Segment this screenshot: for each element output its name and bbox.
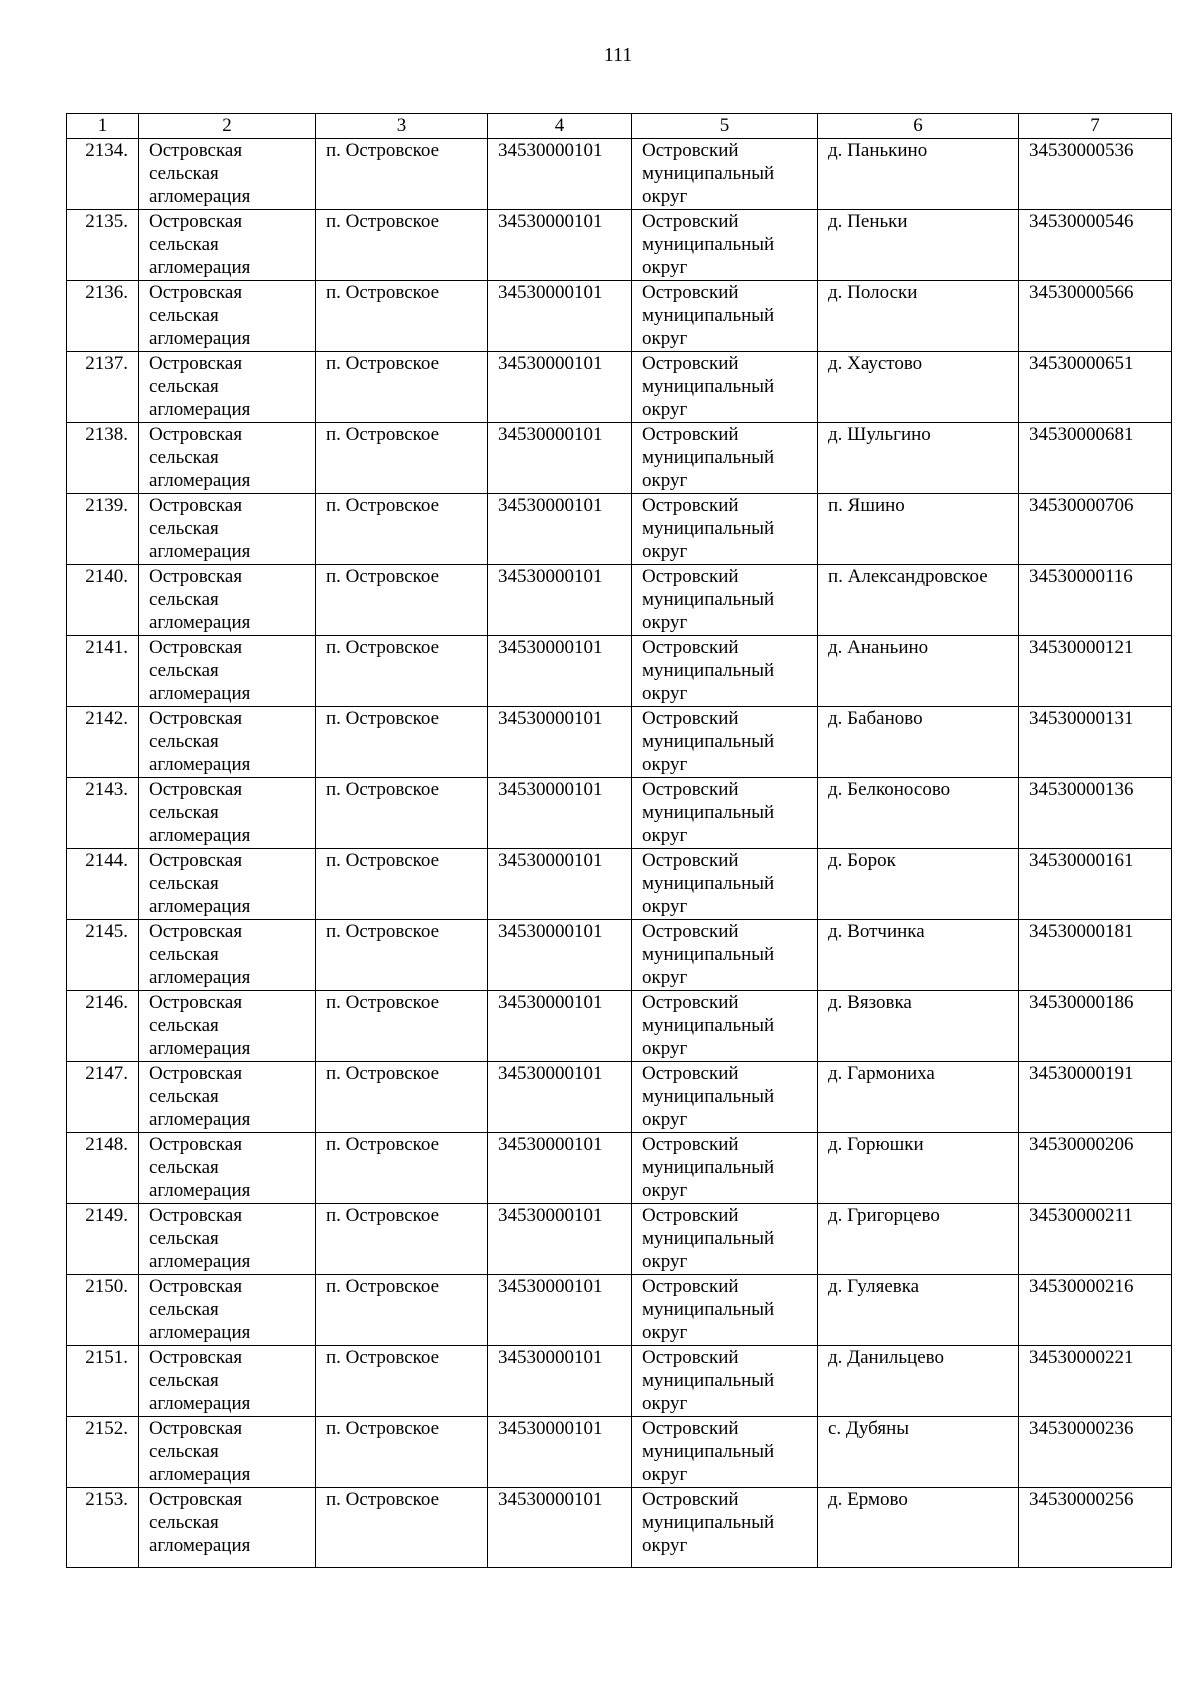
municipality-cell-line: муниципальный [642, 802, 775, 823]
municipality-cell [632, 707, 818, 778]
agglomeration-cell-line: агломерация [149, 470, 251, 491]
municipality-cell-line: округ [642, 825, 688, 846]
center-code-cell: 34530000101 [488, 778, 632, 849]
center-cell: п. Островское [316, 1133, 488, 1204]
table-row [67, 352, 1172, 423]
municipality-cell [632, 210, 818, 281]
row-number: 2150. [67, 1275, 139, 1346]
agglomeration-cell-line: Островская [149, 1347, 243, 1368]
settlement-cell: д. Гармониха [818, 1062, 1019, 1133]
settlement-cell: д. Ермово [818, 1488, 1019, 1568]
municipality-cell-line: округ [642, 541, 688, 562]
settlement-code-cell: 34530000236 [1019, 1417, 1172, 1488]
center-cell: п. Островское [316, 778, 488, 849]
row-number: 2140. [67, 565, 139, 636]
settlement-cell: д. Ананьино [818, 636, 1019, 707]
agglomeration-cell-line: Островская [149, 495, 243, 516]
municipality-cell-line: Островский [642, 992, 739, 1013]
row-number: 2146. [67, 991, 139, 1062]
agglomeration-cell-line: Островская [149, 282, 243, 303]
settlement-cell: д. Данильцево [818, 1346, 1019, 1417]
agglomeration-cell-line: Островская [149, 211, 243, 232]
municipality-cell [632, 1062, 818, 1133]
settlement-cell: д. Вотчинка [818, 920, 1019, 991]
agglomeration-cell [139, 1417, 316, 1488]
municipality-cell-line: округ [642, 1322, 688, 1343]
municipality-cell-line: муниципальный [642, 1370, 775, 1391]
center-code-cell: 34530000101 [488, 1346, 632, 1417]
settlement-code-cell: 34530000191 [1019, 1062, 1172, 1133]
agglomeration-cell-line: Островская [149, 850, 243, 871]
center-code-cell: 34530000101 [488, 210, 632, 281]
municipality-cell-line: округ [642, 683, 688, 704]
agglomeration-cell-line: Островская [149, 1063, 243, 1084]
table-row [67, 494, 1172, 565]
agglomeration-cell-line: агломерация [149, 1464, 251, 1485]
municipality-cell-line: округ [642, 1038, 688, 1059]
agglomeration-cell-line: Островская [149, 353, 243, 374]
page-number: 111 [603, 44, 633, 66]
agglomeration-cell-line: агломерация [149, 1180, 251, 1201]
agglomeration-cell-line: агломерация [149, 1038, 251, 1059]
municipality-cell-line: муниципальный [642, 1157, 775, 1178]
settlement-code-cell: 34530000681 [1019, 423, 1172, 494]
settlement-code-cell: 34530000536 [1019, 139, 1172, 210]
table-row [67, 565, 1172, 636]
column-header: 7 [1019, 114, 1172, 139]
municipality-cell-line: муниципальный [642, 305, 775, 326]
municipality-cell-line: Островский [642, 1063, 739, 1084]
column-header: 6 [818, 114, 1019, 139]
municipality-cell [632, 1488, 818, 1568]
table-row [67, 1346, 1172, 1417]
agglomeration-cell [139, 636, 316, 707]
municipality-cell-line: округ [642, 1393, 688, 1414]
agglomeration-cell-line: Островская [149, 637, 243, 658]
center-cell: п. Островское [316, 352, 488, 423]
agglomeration-cell [139, 991, 316, 1062]
row-number: 2139. [67, 494, 139, 565]
settlement-cell: п. Александровское [818, 565, 1019, 636]
column-header: 1 [67, 114, 139, 139]
municipality-cell-line: Островский [642, 1205, 739, 1226]
municipality-cell-line: Островский [642, 282, 739, 303]
municipality-cell-line: Островский [642, 1134, 739, 1155]
settlement-code-cell: 34530000651 [1019, 352, 1172, 423]
row-number: 2137. [67, 352, 139, 423]
municipality-cell-line: Островский [642, 140, 739, 161]
municipality-cell-line: округ [642, 754, 688, 775]
table-row [67, 139, 1172, 210]
agglomeration-cell-line: агломерация [149, 683, 251, 704]
agglomeration-cell-line: Островская [149, 566, 243, 587]
settlement-code-cell: 34530000131 [1019, 707, 1172, 778]
agglomeration-cell-line: агломерация [149, 967, 251, 988]
agglomeration-cell [139, 849, 316, 920]
settlement-code-cell: 34530000161 [1019, 849, 1172, 920]
agglomeration-cell-line: агломерация [149, 328, 251, 349]
agglomeration-cell-line: Островская [149, 1489, 243, 1510]
agglomeration-cell-line: агломерация [149, 257, 251, 278]
agglomeration-cell-line: сельская [149, 376, 219, 397]
row-number: 2143. [67, 778, 139, 849]
municipality-cell [632, 423, 818, 494]
center-code-cell: 34530000101 [488, 1062, 632, 1133]
municipality-cell [632, 778, 818, 849]
municipality-cell [632, 1275, 818, 1346]
settlement-cell: д. Белконосово [818, 778, 1019, 849]
agglomeration-cell-line: сельская [149, 1086, 219, 1107]
settlements-table [66, 113, 1172, 1568]
municipality-cell [632, 281, 818, 352]
municipality-cell-line: муниципальный [642, 376, 775, 397]
settlement-cell: д. Вязовка [818, 991, 1019, 1062]
settlement-cell: д. Полоски [818, 281, 1019, 352]
municipality-cell-line: муниципальный [642, 1015, 775, 1036]
agglomeration-cell-line: агломерация [149, 754, 251, 775]
municipality-cell [632, 1417, 818, 1488]
agglomeration-cell-line: агломерация [149, 399, 251, 420]
row-number: 2147. [67, 1062, 139, 1133]
agglomeration-cell [139, 494, 316, 565]
agglomeration-cell-line: агломерация [149, 1393, 251, 1414]
table-row [67, 1133, 1172, 1204]
agglomeration-cell [139, 281, 316, 352]
settlement-code-cell: 34530000181 [1019, 920, 1172, 991]
center-cell: п. Островское [316, 565, 488, 636]
agglomeration-cell [139, 1275, 316, 1346]
center-cell: п. Островское [316, 991, 488, 1062]
agglomeration-cell-line: сельская [149, 660, 219, 681]
agglomeration-cell-line: Островская [149, 992, 243, 1013]
settlement-cell: с. Дубяны [818, 1417, 1019, 1488]
municipality-cell-line: муниципальный [642, 731, 775, 752]
table-header-row [67, 114, 1172, 139]
agglomeration-cell-line: агломерация [149, 825, 251, 846]
agglomeration-cell [139, 423, 316, 494]
agglomeration-cell-line: сельская [149, 873, 219, 894]
municipality-cell-line: Островский [642, 353, 739, 374]
municipality-cell-line: муниципальный [642, 944, 775, 965]
center-cell: п. Островское [316, 423, 488, 494]
municipality-cell-line: округ [642, 1109, 688, 1130]
table-row [67, 423, 1172, 494]
municipality-cell [632, 1204, 818, 1275]
municipality-cell-line: округ [642, 967, 688, 988]
municipality-cell-line: округ [642, 186, 688, 207]
agglomeration-cell-line: сельская [149, 305, 219, 326]
agglomeration-cell-line: сельская [149, 163, 219, 184]
center-cell: п. Островское [316, 1275, 488, 1346]
agglomeration-cell-line: сельская [149, 944, 219, 965]
agglomeration-cell [139, 920, 316, 991]
table-row [67, 991, 1172, 1062]
municipality-cell-line: муниципальный [642, 234, 775, 255]
agglomeration-cell-line: сельская [149, 731, 219, 752]
center-code-cell: 34530000101 [488, 849, 632, 920]
agglomeration-cell [139, 778, 316, 849]
municipality-cell-line: округ [642, 896, 688, 917]
agglomeration-cell-line: Островская [149, 708, 243, 729]
municipality-cell-line: муниципальный [642, 1441, 775, 1462]
municipality-cell-line: муниципальный [642, 589, 775, 610]
settlement-code-cell: 34530000546 [1019, 210, 1172, 281]
center-code-cell: 34530000101 [488, 1204, 632, 1275]
center-cell: п. Островское [316, 210, 488, 281]
agglomeration-cell-line: агломерация [149, 541, 251, 562]
table-row [67, 778, 1172, 849]
table-body [67, 139, 1172, 1568]
center-code-cell: 34530000101 [488, 565, 632, 636]
row-number: 2152. [67, 1417, 139, 1488]
center-cell: п. Островское [316, 920, 488, 991]
agglomeration-cell-line: сельская [149, 1157, 219, 1178]
agglomeration-cell-line: агломерация [149, 896, 251, 917]
municipality-cell-line: муниципальный [642, 1228, 775, 1249]
center-cell: п. Островское [316, 1346, 488, 1417]
agglomeration-cell-line: сельская [149, 1228, 219, 1249]
settlement-code-cell: 34530000216 [1019, 1275, 1172, 1346]
settlement-code-cell: 34530000566 [1019, 281, 1172, 352]
center-cell: п. Островское [316, 281, 488, 352]
settlement-cell: д. Хаустово [818, 352, 1019, 423]
row-number: 2151. [67, 1346, 139, 1417]
agglomeration-cell-line: агломерация [149, 1251, 251, 1272]
settlement-code-cell: 34530000706 [1019, 494, 1172, 565]
settlement-cell: д. Пеньки [818, 210, 1019, 281]
agglomeration-cell-line: Островская [149, 140, 243, 161]
municipality-cell-line: округ [642, 1464, 688, 1485]
agglomeration-cell-line: сельская [149, 447, 219, 468]
municipality-cell [632, 565, 818, 636]
row-number: 2148. [67, 1133, 139, 1204]
municipality-cell-line: округ [642, 399, 688, 420]
center-code-cell: 34530000101 [488, 920, 632, 991]
municipality-cell-line: округ [642, 1251, 688, 1272]
center-code-cell: 34530000101 [488, 1488, 632, 1568]
settlement-code-cell: 34530000186 [1019, 991, 1172, 1062]
municipality-cell-line: Островский [642, 495, 739, 516]
municipality-cell-line: муниципальный [642, 447, 775, 468]
row-number: 2136. [67, 281, 139, 352]
agglomeration-cell-line: сельская [149, 1015, 219, 1036]
table-row [67, 281, 1172, 352]
table-row [67, 210, 1172, 281]
row-number: 2134. [67, 139, 139, 210]
agglomeration-cell-line: сельская [149, 518, 219, 539]
settlement-cell: д. Панькино [818, 139, 1019, 210]
center-cell: п. Островское [316, 707, 488, 778]
agglomeration-cell-line: сельская [149, 802, 219, 823]
center-code-cell: 34530000101 [488, 423, 632, 494]
center-cell: п. Островское [316, 139, 488, 210]
municipality-cell [632, 494, 818, 565]
municipality-cell-line: округ [642, 1535, 688, 1556]
municipality-cell-line: муниципальный [642, 163, 775, 184]
municipality-cell [632, 991, 818, 1062]
agglomeration-cell-line: Островская [149, 1134, 243, 1155]
municipality-cell-line: Островский [642, 211, 739, 232]
row-number: 2138. [67, 423, 139, 494]
settlement-cell: д. Гуляевка [818, 1275, 1019, 1346]
agglomeration-cell [139, 1133, 316, 1204]
municipality-cell-line: муниципальный [642, 1086, 775, 1107]
settlement-cell: п. Яшино [818, 494, 1019, 565]
agglomeration-cell-line: сельская [149, 234, 219, 255]
municipality-cell-line: Островский [642, 779, 739, 800]
agglomeration-cell-line: сельская [149, 589, 219, 610]
agglomeration-cell [139, 1346, 316, 1417]
municipality-cell [632, 1133, 818, 1204]
settlement-code-cell: 34530000211 [1019, 1204, 1172, 1275]
column-header: 3 [316, 114, 488, 139]
agglomeration-cell [139, 1488, 316, 1568]
table-row [67, 920, 1172, 991]
agglomeration-cell-line: Островская [149, 424, 243, 445]
municipality-cell [632, 1346, 818, 1417]
agglomeration-cell [139, 1062, 316, 1133]
table-row [67, 707, 1172, 778]
center-cell: п. Островское [316, 1062, 488, 1133]
row-number: 2149. [67, 1204, 139, 1275]
municipality-cell-line: округ [642, 612, 688, 633]
row-number: 2135. [67, 210, 139, 281]
agglomeration-cell-line: Островская [149, 1205, 243, 1226]
agglomeration-cell-line: Островская [149, 921, 243, 942]
table-row [67, 849, 1172, 920]
municipality-cell-line: Островский [642, 424, 739, 445]
table-row [67, 1488, 1172, 1568]
agglomeration-cell-line: Островская [149, 779, 243, 800]
municipality-cell-line: Островский [642, 921, 739, 942]
center-code-cell: 34530000101 [488, 494, 632, 565]
column-header: 2 [139, 114, 316, 139]
agglomeration-cell-line: сельская [149, 1370, 219, 1391]
table-row [67, 1062, 1172, 1133]
agglomeration-cell [139, 1204, 316, 1275]
municipality-cell-line: округ [642, 470, 688, 491]
agglomeration-cell-line: сельская [149, 1512, 219, 1533]
center-code-cell: 34530000101 [488, 281, 632, 352]
center-code-cell: 34530000101 [488, 139, 632, 210]
municipality-cell-line: Островский [642, 1347, 739, 1368]
municipality-cell [632, 920, 818, 991]
table-row [67, 1275, 1172, 1346]
center-code-cell: 34530000101 [488, 991, 632, 1062]
municipality-cell-line: Островский [642, 850, 739, 871]
center-code-cell: 34530000101 [488, 1133, 632, 1204]
center-cell: п. Островское [316, 494, 488, 565]
settlement-cell: д. Бабаново [818, 707, 1019, 778]
row-number: 2144. [67, 849, 139, 920]
agglomeration-cell-line: Островская [149, 1276, 243, 1297]
municipality-cell-line: муниципальный [642, 518, 775, 539]
center-code-cell: 34530000101 [488, 352, 632, 423]
center-code-cell: 34530000101 [488, 636, 632, 707]
row-number: 2142. [67, 707, 139, 778]
agglomeration-cell [139, 352, 316, 423]
settlement-code-cell: 34530000116 [1019, 565, 1172, 636]
row-number: 2141. [67, 636, 139, 707]
agglomeration-cell-line: агломерация [149, 1535, 251, 1556]
settlement-code-cell: 34530000121 [1019, 636, 1172, 707]
municipality-cell-line: округ [642, 257, 688, 278]
municipality-cell-line: Островский [642, 566, 739, 587]
agglomeration-cell [139, 707, 316, 778]
agglomeration-cell-line: сельская [149, 1299, 219, 1320]
table-row [67, 1204, 1172, 1275]
municipality-cell-line: Островский [642, 1418, 739, 1439]
municipality-cell-line: муниципальный [642, 1299, 775, 1320]
municipality-cell [632, 636, 818, 707]
municipality-cell [632, 849, 818, 920]
agglomeration-cell [139, 565, 316, 636]
municipality-cell [632, 139, 818, 210]
agglomeration-cell-line: агломерация [149, 186, 251, 207]
agglomeration-cell [139, 139, 316, 210]
settlement-code-cell: 34530000206 [1019, 1133, 1172, 1204]
municipality-cell-line: Островский [642, 1276, 739, 1297]
center-cell: п. Островское [316, 1488, 488, 1568]
center-code-cell: 34530000101 [488, 1275, 632, 1346]
settlement-code-cell: 34530000256 [1019, 1488, 1172, 1568]
table-row [67, 1417, 1172, 1488]
settlement-cell: д. Григорцево [818, 1204, 1019, 1275]
center-code-cell: 34530000101 [488, 1417, 632, 1488]
settlement-code-cell: 34530000221 [1019, 1346, 1172, 1417]
municipality-cell-line: округ [642, 328, 688, 349]
municipality-cell [632, 352, 818, 423]
municipality-cell-line: муниципальный [642, 873, 775, 894]
municipality-cell-line: муниципальный [642, 660, 775, 681]
agglomeration-cell-line: сельская [149, 1441, 219, 1462]
column-header: 4 [488, 114, 632, 139]
municipality-cell-line: округ [642, 1180, 688, 1201]
municipality-cell-line: Островский [642, 708, 739, 729]
agglomeration-cell-line: агломерация [149, 612, 251, 633]
row-number: 2153. [67, 1488, 139, 1568]
agglomeration-cell-line: агломерация [149, 1322, 251, 1343]
center-code-cell: 34530000101 [488, 707, 632, 778]
settlement-code-cell: 34530000136 [1019, 778, 1172, 849]
municipality-cell-line: муниципальный [642, 1512, 775, 1533]
settlement-cell: д. Борок [818, 849, 1019, 920]
center-cell: п. Островское [316, 849, 488, 920]
agglomeration-cell-line: агломерация [149, 1109, 251, 1130]
row-number: 2145. [67, 920, 139, 991]
center-cell: п. Островское [316, 636, 488, 707]
agglomeration-cell [139, 210, 316, 281]
agglomeration-cell-line: Островская [149, 1418, 243, 1439]
center-cell: п. Островское [316, 1204, 488, 1275]
municipality-cell-line: Островский [642, 637, 739, 658]
municipality-cell-line: Островский [642, 1489, 739, 1510]
table-row [67, 636, 1172, 707]
center-cell: п. Островское [316, 1417, 488, 1488]
column-header: 5 [632, 114, 818, 139]
settlement-cell: д. Шульгино [818, 423, 1019, 494]
settlement-cell: д. Горюшки [818, 1133, 1019, 1204]
